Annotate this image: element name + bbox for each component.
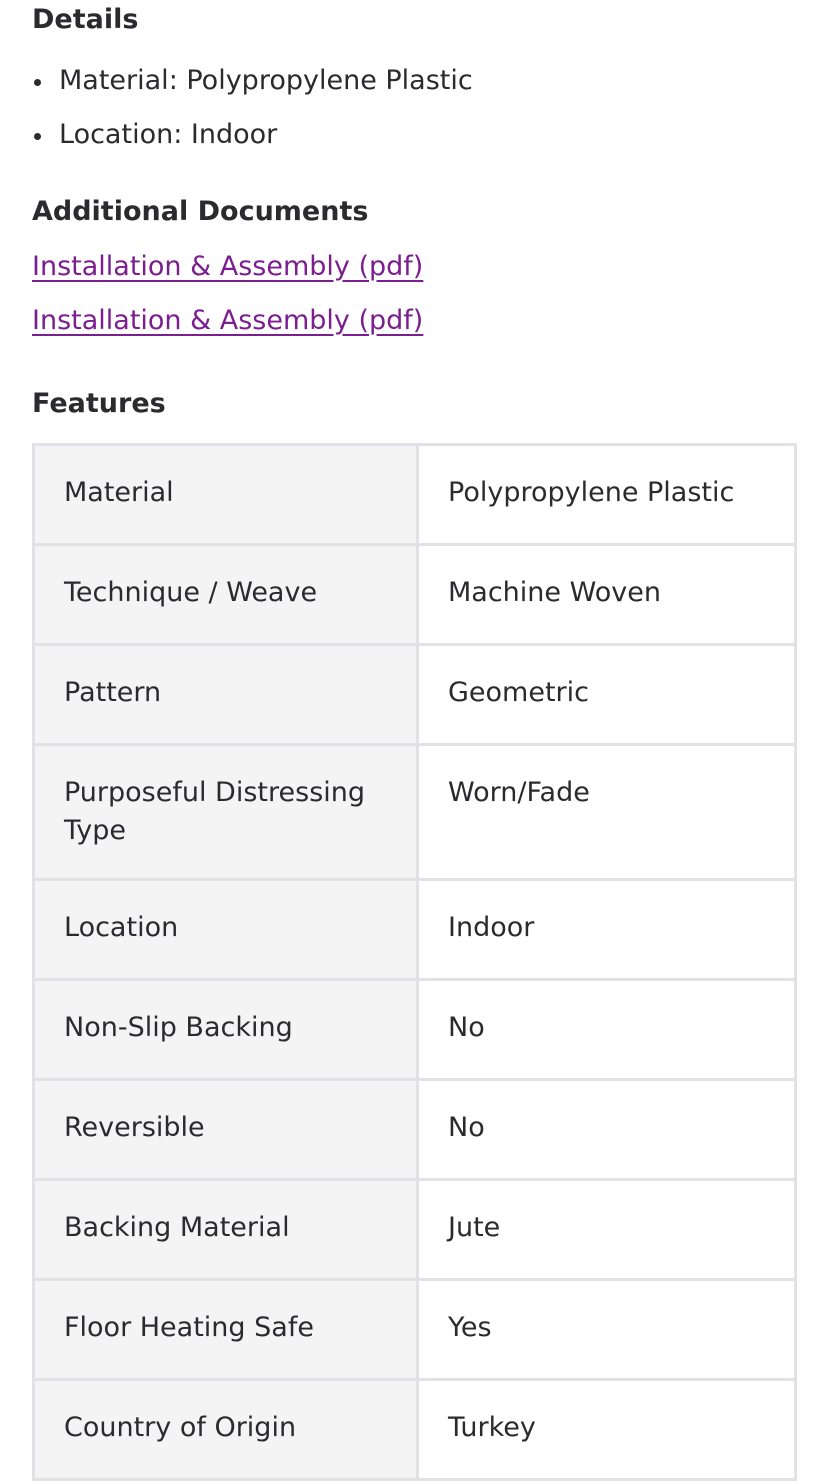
feature-label: Country of Origin xyxy=(64,1412,297,1443)
feature-value-cell xyxy=(418,445,796,545)
feature-value: Jute xyxy=(448,1212,501,1243)
feature-value-cell xyxy=(418,1080,796,1180)
feature-label: Non-Slip Backing xyxy=(64,1012,293,1043)
feature-value: Yes xyxy=(448,1312,492,1343)
feature-label: Purposeful Distressing Type xyxy=(64,777,366,846)
table-row xyxy=(34,1380,796,1480)
feature-label-cell xyxy=(34,1180,418,1280)
installation-assembly-pdf-link[interactable]: Installation & Assembly (pdf) xyxy=(32,251,424,282)
feature-value-cell xyxy=(418,980,796,1080)
feature-value: Turkey xyxy=(448,1412,536,1443)
feature-label-cell xyxy=(34,880,418,980)
features-table xyxy=(32,443,797,1481)
feature-value-cell xyxy=(418,1180,796,1280)
table-row xyxy=(34,745,796,880)
feature-label-cell xyxy=(34,1280,418,1380)
feature-label: Reversible xyxy=(64,1112,205,1143)
table-row xyxy=(34,880,796,980)
table-row xyxy=(34,1280,796,1380)
feature-label-cell xyxy=(34,745,418,880)
feature-label-cell xyxy=(34,980,418,1080)
table-row xyxy=(34,1180,796,1280)
feature-value: Polypropylene Plastic xyxy=(448,477,735,508)
feature-label: Floor Heating Safe xyxy=(64,1312,314,1343)
feature-value: Geometric xyxy=(448,677,589,708)
feature-label-cell xyxy=(34,545,418,645)
table-row xyxy=(34,980,796,1080)
feature-value-cell xyxy=(418,545,796,645)
feature-label: Pattern xyxy=(64,677,162,708)
feature-label: Location xyxy=(64,912,179,943)
feature-value-cell xyxy=(418,645,796,745)
table-row xyxy=(34,1080,796,1180)
additional-documents-heading: Additional Documents xyxy=(32,196,369,227)
details-list xyxy=(32,54,473,162)
feature-label-cell xyxy=(34,1080,418,1180)
feature-value-cell xyxy=(418,1280,796,1380)
details-item: Location: Indoor xyxy=(32,108,473,162)
feature-label-cell xyxy=(34,445,418,545)
feature-value-cell xyxy=(418,1380,796,1480)
installation-assembly-pdf-link[interactable]: Installation & Assembly (pdf) xyxy=(32,305,424,336)
table-row xyxy=(34,445,796,545)
feature-value-cell xyxy=(418,880,796,980)
table-row xyxy=(34,645,796,745)
feature-label-cell xyxy=(34,645,418,745)
details-item: Material: Polypropylene Plastic xyxy=(32,54,473,108)
feature-value: Worn/Fade xyxy=(448,777,590,808)
feature-value-cell xyxy=(418,745,796,880)
feature-value: Indoor xyxy=(448,912,535,943)
feature-label: Material xyxy=(64,477,174,508)
details-heading: Details xyxy=(32,4,139,35)
feature-label: Technique / Weave xyxy=(64,577,318,608)
feature-value: No xyxy=(448,1012,485,1043)
feature-value: Machine Woven xyxy=(448,577,661,608)
feature-label-cell xyxy=(34,1380,418,1480)
feature-value: No xyxy=(448,1112,485,1143)
table-row xyxy=(34,545,796,645)
features-heading: Features xyxy=(32,388,166,419)
feature-label: Backing Material xyxy=(64,1212,290,1243)
